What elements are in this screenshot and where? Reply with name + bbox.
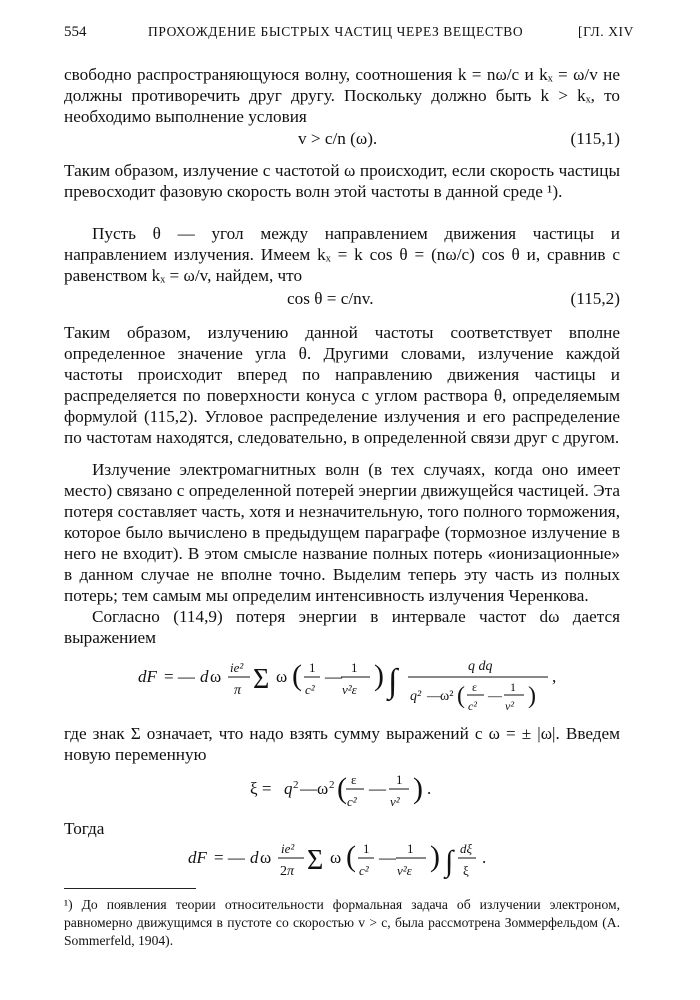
svg-text:∫: ∫: [445, 845, 454, 878]
page-number: 554: [64, 24, 87, 40]
paragraph-1: свободно распространяющуюся волну, соотношения k = nω/c и kₓ = ω/v не должны противоречить друг другу. Поскольку должно быть k > kₓ, то необходимо выполнение условия: [64, 65, 620, 126]
svg-text:.: .: [482, 848, 487, 867]
svg-text:= —: = —: [164, 667, 195, 686]
svg-text:1: 1: [407, 841, 414, 856]
svg-text:c²: c²: [305, 682, 315, 697]
svg-text:c²: c²: [359, 863, 369, 878]
svg-text:ω: ω: [260, 848, 272, 867]
svg-text:): ): [374, 659, 384, 692]
equation-115-2: cos θ = c/nv.: [287, 289, 374, 308]
svg-text:2π: 2π: [280, 864, 295, 879]
svg-text:π: π: [234, 683, 242, 698]
svg-text:—: —: [488, 689, 502, 704]
svg-text:d: d: [250, 848, 259, 867]
running-title: ПРОХОЖДЕНИЕ БЫСТРЫХ ЧАСТИЦ ЧЕРЕЗ ВЕЩЕСТВО: [148, 24, 524, 39]
paragraph-4: Таким образом, излучению данной частоты соответствует вполне определенное значение угла θ. Другими словами, излучение каждой частоты происходит вперед по направлению движения частицы и распределяется по поверхности конуса с углом раствора θ, определяемым формулой (115,2). Угловое распределение излучения и его распределение по частотам находятся, следовательно, в определенной связи друг с другом.: [64, 323, 620, 447]
footnote-rule: [64, 888, 196, 889]
energy-loss-formula-graphic: [138, 654, 608, 716]
svg-text:Σ: Σ: [253, 664, 270, 695]
svg-text:,: ,: [552, 667, 557, 686]
svg-text:∫: ∫: [388, 663, 398, 700]
svg-text:ie²: ie²: [281, 841, 295, 856]
svg-text:ε: ε: [472, 680, 478, 694]
svg-text:ω²: ω²: [440, 689, 454, 704]
chapter-label: [ГЛ. XIV: [578, 24, 634, 39]
svg-text:—: —: [427, 689, 441, 704]
equation-energy-loss-xi: [188, 835, 518, 890]
svg-text:1: 1: [396, 772, 403, 787]
svg-text:c²: c²: [468, 699, 477, 713]
equation-number-115-2: (115,2): [570, 289, 620, 308]
equation-115-1: v > c/n (ω).: [298, 129, 378, 148]
svg-text:q²: q²: [410, 689, 422, 704]
svg-text:dF: dF: [138, 667, 157, 686]
svg-text:1: 1: [510, 680, 516, 694]
svg-text:c²: c²: [347, 794, 357, 809]
svg-text:): ): [430, 840, 440, 873]
svg-text:.: .: [427, 779, 432, 798]
svg-text:2: 2: [329, 779, 335, 791]
paragraph-2: Таким образом, излучение с частотой ω происходит, если скорость частицы превосходит фазовую скорость волн этой частоты в данной среде ¹).: [64, 161, 620, 201]
svg-text:d: d: [200, 667, 209, 686]
svg-text:): ): [413, 772, 423, 805]
svg-text:—: —: [369, 779, 386, 798]
svg-text:v²: v²: [390, 794, 400, 809]
svg-text:—: —: [300, 779, 317, 798]
svg-text:(: (: [457, 683, 465, 709]
paragraph-5: Излучение электромагнитных волн (в тех случаях, когда оно имеет место) связано с определенной потерей энергии движущейся частицей. Эта потеря составляет часть, хотя и незначительную, того полного торможения, которое было вычислено в предыдущем параграфе (тормозное излучение в него не входит). В этом смысле название полных потерь «ионизационные» в данном случае не вполне точно. Выделим теперь эту часть из полных потерь; тем самым мы определим интенсивность излучения Черенкова.: [64, 460, 620, 605]
svg-text:q: q: [284, 779, 293, 798]
svg-text:v²ε: v²ε: [342, 682, 357, 697]
footnote: ¹) До появления теории относительности формальная задача об излучении электроном, равномерно движущимся в пустоте со скоростью v > c, была рассмотрена Зоммерфельдом (A. Sommerfeld, 1904).: [64, 897, 620, 948]
equation-energy-loss: [138, 654, 608, 721]
equation-new-variable: [250, 768, 470, 819]
svg-text:ω: ω: [210, 667, 222, 686]
paragraph-3: Пусть θ — угол между направлением движения частицы и направлением излучения. Имеем kₓ = k cos θ = (nω/c) cos θ и, сравнив с равенством kₓ = ω/v, найдем, что: [64, 224, 620, 285]
svg-text:Σ: Σ: [307, 845, 324, 876]
svg-text:—: —: [379, 848, 396, 867]
svg-text:(: (: [346, 840, 356, 873]
svg-text:1: 1: [351, 660, 358, 675]
running-header: [64, 24, 634, 46]
svg-text:1: 1: [363, 841, 370, 856]
paragraph-8: Тогда: [64, 819, 105, 838]
paragraph-6: Согласно (114,9) потеря энергии в интервале частот dω дается выражением: [64, 607, 620, 647]
svg-text:ω: ω: [317, 779, 329, 798]
svg-text:dξ: dξ: [460, 841, 473, 856]
svg-text:ε: ε: [351, 772, 357, 787]
new-variable-formula-graphic: [250, 768, 470, 814]
svg-text:ie²: ie²: [230, 660, 244, 675]
paragraph-7: где знак Σ означает, что надо взять сумму выражений с ω = ± |ω|. Введем новую переменную: [64, 724, 620, 764]
svg-text:q dq: q dq: [468, 659, 493, 674]
energy-loss-xi-formula-graphic: [188, 835, 518, 885]
svg-text:ω: ω: [276, 667, 288, 686]
svg-text:(: (: [337, 772, 347, 805]
equation-number-115-1: (115,1): [570, 129, 620, 148]
svg-text:dF: dF: [188, 848, 207, 867]
svg-text:ξ =: ξ =: [250, 779, 272, 798]
svg-text:v²ε: v²ε: [397, 863, 412, 878]
svg-text:v²: v²: [505, 699, 514, 713]
svg-text:2: 2: [293, 779, 299, 791]
svg-text:= —: = —: [214, 848, 245, 867]
svg-text:ω: ω: [330, 848, 342, 867]
svg-text:(: (: [292, 659, 302, 692]
svg-text:): ): [528, 683, 536, 709]
svg-text:—: —: [325, 667, 342, 686]
svg-text:1: 1: [309, 660, 316, 675]
svg-text:ξ: ξ: [463, 863, 469, 878]
